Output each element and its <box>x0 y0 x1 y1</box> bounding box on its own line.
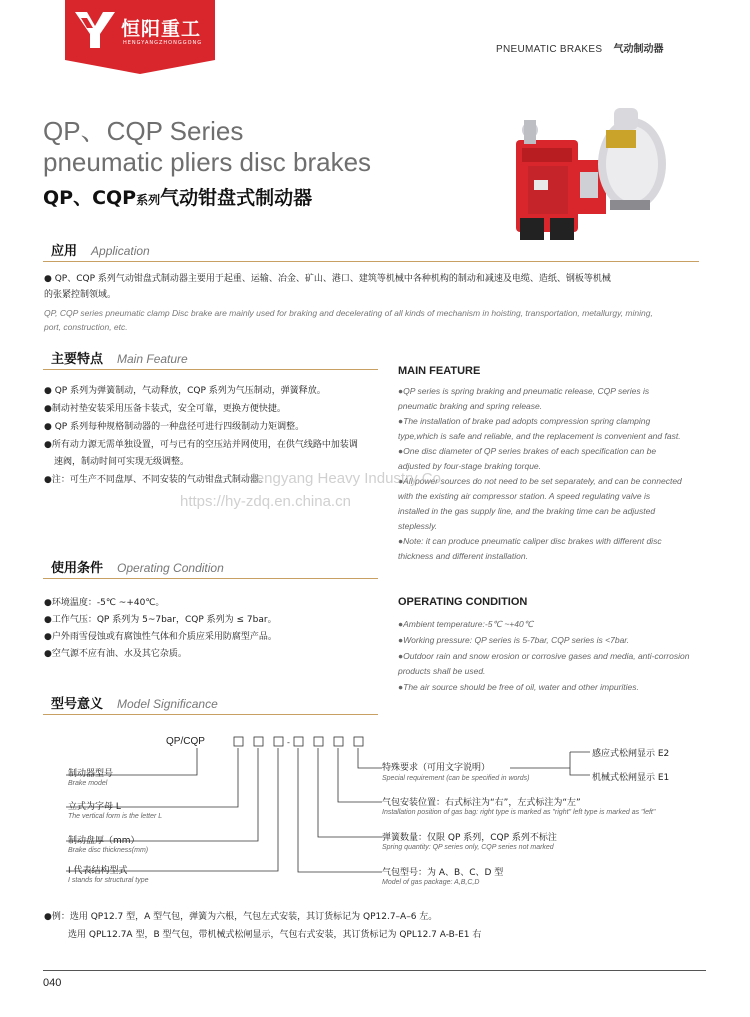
right-label-en: Installation position of gas bag: right type is marked as "right" left type is marked as "left" <box>382 809 656 816</box>
feature-en-line: installed in the gas supply line, and the braking time can be adjusted <box>398 506 656 516</box>
model-heading-en: Model Significance <box>117 697 218 711</box>
condition-cn-item: ●工作气压：QP 系列为 5~7bar，CQP 系列为 ≤ 7bar。 <box>44 615 277 625</box>
header-category <box>496 40 664 55</box>
title-cn-small: 系列 <box>136 193 161 207</box>
feature-cn-item: ●所有动力源无需单独设置，可与已有的空压站并网使用，在供气线路中加装调 <box>44 440 358 450</box>
feature-en-line: ●QP series is spring braking and pneumatic release, CQP series is <box>398 386 650 396</box>
condition-cn-item: ●空气源不应有油、水及其它杂质。 <box>44 649 187 659</box>
watermark-company: Hengyang Heavy Industry Co. <box>245 470 446 487</box>
brake-product-image <box>510 100 670 248</box>
main-feature-right-heading: MAIN FEATURE <box>398 365 481 377</box>
code-dash: - <box>287 738 290 747</box>
feature-cn-item: ● QP 系列每种规格制动器的一种盘径可进行四级制动力矩调整。 <box>44 422 305 432</box>
title-en-line1: QP、CQP Series <box>43 116 244 146</box>
watermark-url: https://hy-zdq.en.china.cn <box>180 493 351 510</box>
application-heading <box>43 240 699 262</box>
condition-en-line: ●The air source should be free of oil, water and other impurities. <box>398 682 639 692</box>
application-text-cn-2: 的张紧控制领域。 <box>44 290 117 300</box>
footer-divider <box>43 970 706 971</box>
header-category-cn: 气动制动器 <box>613 44 664 55</box>
condition-en-line: products shall be used. <box>398 666 486 676</box>
feature-cn-item: 速阀，制动时间可实现无级调整。 <box>54 457 190 467</box>
condition-cn-item: ●户外雨雪侵蚀或有腐蚀性气体和介质应采用防腐型产品。 <box>44 632 277 642</box>
left-label-cn: 制动器型号 <box>68 769 114 779</box>
left-label-cn: 制动盘厚（mm） <box>68 836 140 846</box>
right-label-cn: 气包型号：为 A、B、C、D 型 <box>382 868 504 878</box>
application-heading-cn: 应用 <box>51 244 78 259</box>
release-label: 机械式松闸显示 E1 <box>592 773 670 783</box>
right-label-en: Model of gas package: A,B,C,D <box>382 879 480 886</box>
right-label-en: Spring quantity: QP series only, CQP series not marked <box>382 844 554 851</box>
feature-en-line: ●All power sources do not need to be set separately, and can be connected <box>398 476 682 486</box>
feature-cn-item: ●制动衬垫安装采用压备卡装式，安全可靠，更换方便快捷。 <box>44 404 286 414</box>
operating-condition-heading <box>43 557 378 579</box>
page-number: 040 <box>43 977 62 989</box>
header-category-en: PNEUMATIC BRAKES <box>496 44 603 55</box>
model-heading-cn: 型号意义 <box>51 697 104 712</box>
condition-cn-item: ●环境温度：-5℃ ~+40℃。 <box>44 598 165 608</box>
main-feature-heading-cn: 主要特点 <box>51 352 104 367</box>
example-1: ●例：选用 QP12.7 型，A 型气包，弹簧为六根，气包左式安装，其订货标记为 QP12.7–A–6 左。 <box>44 912 438 922</box>
title-cn-rest: 气动钳盘式制动器 <box>160 187 313 209</box>
application-text-en-2: port, construction, etc. <box>44 322 128 332</box>
left-label-en: The vertical form is the letter L <box>68 813 163 820</box>
left-label-cn: 立式为字母 L <box>68 802 121 812</box>
condition-en-line: ●Ambient temperature:-5℃ ~+40℃ <box>398 619 534 629</box>
title-en-line2: pneumatic pliers disc brakes <box>43 147 372 177</box>
application-text-en-1: QP, CQP series pneumatic clamp Disc brake are mainly used for braking and decelerating of all kinds of mechanism in hoisting, transportation, metallurgy, mining, <box>44 308 653 318</box>
feature-cn-item: ● QP 系列为弹簧制动，气动释放，CQP 系列为气压制动，弹簧释放。 <box>44 386 326 396</box>
model-heading <box>43 693 378 715</box>
feature-en-line: thickness and different installation. <box>398 551 528 561</box>
model-code: QP/CQP <box>166 736 205 747</box>
feature-en-line: adjusted by four-stage braking torque. <box>398 461 542 471</box>
operating-condition-heading-cn: 使用条件 <box>51 561 104 576</box>
left-label-en: Brake model <box>68 780 108 787</box>
brand-mark-icon <box>73 8 117 52</box>
brand-name-en: HENGYANGZHONGGONG <box>123 40 203 46</box>
right-label-cn: 特殊要求（可用文字说明） <box>382 763 491 773</box>
right-label-en: Special requirement (can be specified in words) <box>382 775 530 782</box>
feature-en-line: pneumatic braking and spring release. <box>398 401 543 411</box>
feature-en-line: ●The installation of brake pad adopts compression spring clamping <box>398 416 651 426</box>
operating-condition-heading-en: Operating Condition <box>117 561 224 575</box>
model-diagram <box>0 720 750 900</box>
feature-en-line: steplessly. <box>398 521 438 531</box>
feature-en-line: type,which is safe and reliable, and the replacement is convenient and fast. <box>398 431 681 441</box>
main-feature-heading-en: Main Feature <box>117 352 188 366</box>
condition-en-line: ●Outdoor rain and snow erosion or corrosive gases and media, anti-corrosion <box>398 651 690 661</box>
left-label-en: I stands for structural type <box>68 877 149 884</box>
feature-cn-item: ●注：可生产不同盘厚、不同安装的气动钳盘式制动器。 <box>44 475 268 485</box>
right-label-cn: 弹簧数量：仅限 QP 系列，CQP 系列不标注 <box>382 833 557 843</box>
condition-en-line: ●Working pressure: QP series is 5-7bar, CQP series is <7bar. <box>398 635 630 645</box>
main-feature-heading <box>43 348 378 370</box>
brand-name-cn: 恒阳重工 <box>121 18 202 40</box>
operating-condition-right-heading: OPERATING CONDITION <box>398 596 528 608</box>
brand-logo <box>65 0 215 60</box>
title-cn-main: QP、CQP <box>43 187 137 209</box>
application-heading-en: Application <box>91 244 150 258</box>
left-label-en: Brake disc thickness(mm) <box>68 847 149 854</box>
right-label-cn: 气包安装位置：右式标注为“右”，左式标注为“左” <box>382 798 581 808</box>
feature-en-line: with the existing air compressor station. A speed regulating valve is <box>398 491 651 501</box>
feature-en-line: ●Note: it can produce pneumatic caliper disc brakes with different disc <box>398 536 662 546</box>
feature-en-line: ●One disc diameter of QP series brakes of each specification can be <box>398 446 657 456</box>
release-label: 感应式松闸显示 E2 <box>592 749 670 759</box>
title-cn <box>43 183 312 210</box>
left-label-cn: I 代表结构型式 <box>68 866 128 876</box>
example-2: 选用 QPL12.7A 型，B 型气包，带机械式松闸显示，气包右式安装，其订货标记为 QPL12.7 A-B-E1 右 <box>68 930 482 940</box>
application-text-cn-1: ● QP、CQP 系列气动钳盘式制动器主要用于起重、运输、冶金、矿山、港口、建筑等机械中各种机构的制动和减速及电缆、造纸、钢板等机械 <box>44 274 611 284</box>
